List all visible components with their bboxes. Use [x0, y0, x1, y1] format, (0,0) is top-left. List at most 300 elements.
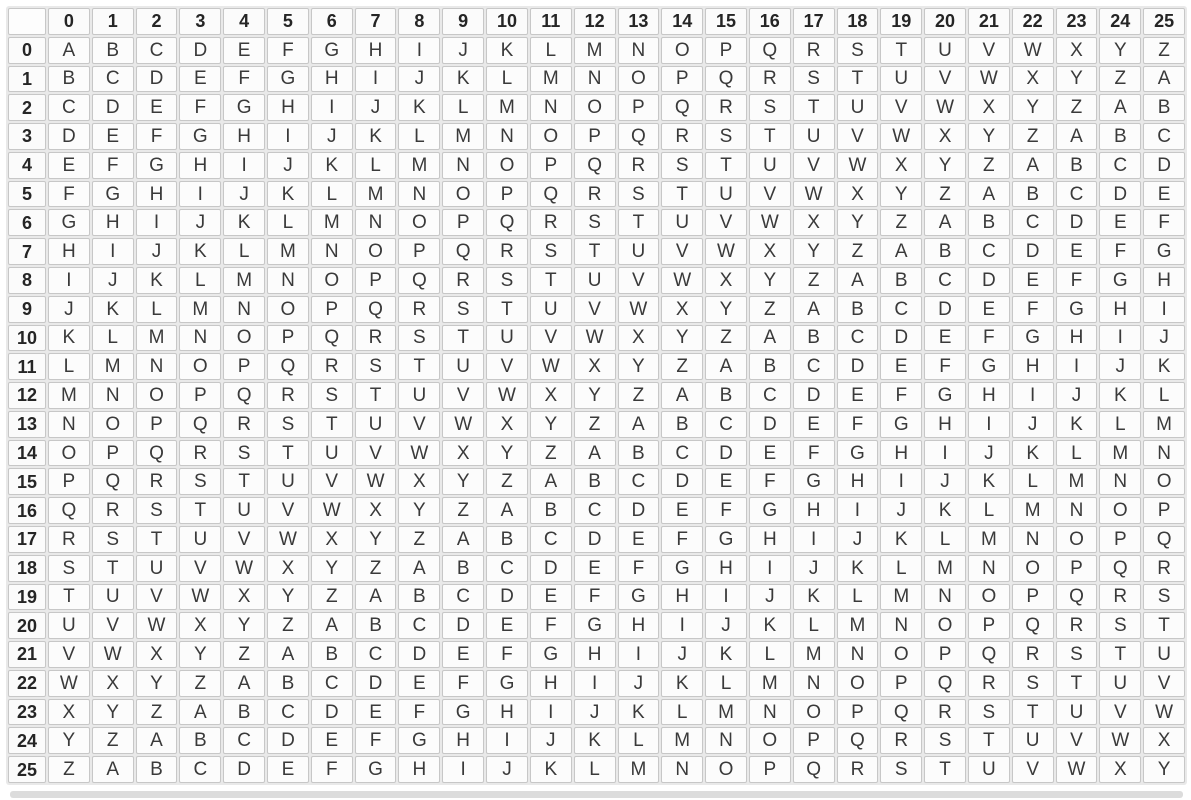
table-cell: R	[311, 353, 353, 380]
table-cell: N	[793, 670, 835, 697]
table-cell: T	[267, 440, 309, 467]
row-header: 9	[8, 296, 46, 323]
table-cell: D	[1143, 152, 1185, 179]
table-cell: J	[574, 699, 616, 726]
col-header: 23	[1056, 8, 1098, 35]
table-cell: X	[267, 555, 309, 582]
table-cell: A	[661, 382, 703, 409]
table-cell: E	[968, 296, 1010, 323]
table-cell: O	[223, 325, 265, 352]
table-cell: V	[530, 325, 572, 352]
table-cell: K	[223, 209, 265, 236]
table-cell: L	[618, 727, 660, 754]
table-cell: H	[223, 123, 265, 150]
table-cell: P	[136, 411, 178, 438]
table-cell: T	[924, 756, 966, 783]
table-cell: E	[1143, 181, 1185, 208]
table-cell: C	[1143, 123, 1185, 150]
table-cell: A	[398, 555, 440, 582]
table-cell: X	[618, 325, 660, 352]
table-cell: R	[530, 209, 572, 236]
table-cell: L	[661, 699, 703, 726]
table-cell: G	[398, 727, 440, 754]
table-cell: T	[48, 584, 90, 611]
table-cell: Y	[661, 325, 703, 352]
table-cell: L	[355, 152, 397, 179]
table-cell: M	[1099, 440, 1141, 467]
table-cell: F	[486, 641, 528, 668]
table-cell: L	[749, 641, 791, 668]
table-cell: C	[1012, 209, 1054, 236]
table-cell: G	[311, 37, 353, 64]
table-cell: M	[486, 94, 528, 121]
table-cell: Q	[355, 296, 397, 323]
table-cell: O	[442, 181, 484, 208]
table-cell: H	[1143, 267, 1185, 294]
table-cell: Z	[618, 382, 660, 409]
table-cell: I	[1099, 325, 1141, 352]
table-cell: I	[223, 152, 265, 179]
table-cell: C	[267, 699, 309, 726]
table-cell: Z	[749, 296, 791, 323]
row-header: 4	[8, 152, 46, 179]
table-cell: S	[837, 37, 879, 64]
col-header: 7	[355, 8, 397, 35]
table-cell: F	[179, 94, 221, 121]
table-cell: A	[1099, 94, 1141, 121]
table-cell: B	[136, 756, 178, 783]
table-cell: B	[92, 37, 134, 64]
table-cell: M	[880, 584, 922, 611]
table-cell: I	[661, 612, 703, 639]
table-cell: D	[398, 641, 440, 668]
table-cell: K	[136, 267, 178, 294]
tabula-recta-table	[6, 6, 1187, 785]
table-cell: Z	[705, 325, 747, 352]
col-header: 18	[837, 8, 879, 35]
table-cell: A	[1056, 123, 1098, 150]
table-cell: V	[442, 382, 484, 409]
row-header: 10	[8, 325, 46, 352]
table-cell: F	[574, 584, 616, 611]
table-cell: X	[1056, 37, 1098, 64]
col-header: 15	[705, 8, 747, 35]
table-cell: G	[968, 353, 1010, 380]
table-cell: K	[267, 181, 309, 208]
table-cell: W	[223, 555, 265, 582]
table-cell: O	[1012, 555, 1054, 582]
table-cell: S	[92, 526, 134, 553]
table-cell: K	[749, 612, 791, 639]
table-cell: E	[661, 497, 703, 524]
row-header: 25	[8, 756, 46, 783]
table-cell: F	[618, 555, 660, 582]
table-cell: D	[92, 94, 134, 121]
table-cell: R	[92, 497, 134, 524]
table-cell: S	[530, 238, 572, 265]
table-cell: K	[1143, 353, 1185, 380]
table-cell: P	[223, 353, 265, 380]
col-header: 5	[267, 8, 309, 35]
table-cell: N	[968, 555, 1010, 582]
table-cell: D	[530, 555, 572, 582]
row-header: 19	[8, 584, 46, 611]
table-cell: Q	[1099, 555, 1141, 582]
table-cell: Y	[705, 296, 747, 323]
table-cell: U	[486, 325, 528, 352]
table-cell: X	[705, 267, 747, 294]
table-cell: G	[837, 440, 879, 467]
table-cell: H	[92, 209, 134, 236]
table-cell: W	[267, 526, 309, 553]
table-cell: N	[530, 94, 572, 121]
table-cell: B	[705, 382, 747, 409]
table-cell: V	[223, 526, 265, 553]
table-cell: V	[618, 267, 660, 294]
table-cell: T	[618, 209, 660, 236]
table-cell: C	[223, 727, 265, 754]
table-cell: X	[793, 209, 835, 236]
table-cell: Z	[530, 440, 572, 467]
table-cell: W	[574, 325, 616, 352]
table-cell: V	[398, 411, 440, 438]
table-cell: W	[661, 267, 703, 294]
table-cell: K	[618, 699, 660, 726]
row-header: 0	[8, 37, 46, 64]
table-cell: L	[574, 756, 616, 783]
table-cell: G	[880, 411, 922, 438]
table-cell: B	[924, 238, 966, 265]
table-cell: H	[661, 584, 703, 611]
table-cell: Q	[574, 152, 616, 179]
row-header: 7	[8, 238, 46, 265]
table-cell: Z	[486, 468, 528, 495]
table-cell: B	[311, 641, 353, 668]
table-cell: O	[267, 296, 309, 323]
table-cell: G	[924, 382, 966, 409]
table-cell: G	[48, 209, 90, 236]
table-cell: X	[880, 152, 922, 179]
table-cell: D	[749, 411, 791, 438]
table-cell: B	[1143, 94, 1185, 121]
table-cell: Q	[749, 37, 791, 64]
table-cell: P	[355, 267, 397, 294]
table-cell: V	[136, 584, 178, 611]
table-cell: Q	[311, 325, 353, 352]
table-cell: N	[92, 382, 134, 409]
table-cell: V	[1099, 699, 1141, 726]
table-cell: Q	[267, 353, 309, 380]
table-cell: W	[530, 353, 572, 380]
table-cell: Y	[837, 209, 879, 236]
table-cell: J	[355, 94, 397, 121]
table-cell: Y	[574, 382, 616, 409]
table-cell: Z	[48, 756, 90, 783]
table-cell: G	[705, 526, 747, 553]
table-cell: C	[924, 267, 966, 294]
table-cell: C	[574, 497, 616, 524]
table-cell: K	[880, 526, 922, 553]
table-cell: V	[749, 181, 791, 208]
table-cell: X	[1099, 756, 1141, 783]
table-cell: L	[267, 209, 309, 236]
table-cell: J	[486, 756, 528, 783]
table-cell: V	[179, 555, 221, 582]
table-cell: J	[267, 152, 309, 179]
table-cell: U	[355, 411, 397, 438]
table-cell: Y	[618, 353, 660, 380]
table-cell: T	[1143, 612, 1185, 639]
table-cell: M	[574, 37, 616, 64]
table-cell: P	[793, 727, 835, 754]
table-cell: C	[837, 325, 879, 352]
table-cell: B	[442, 555, 484, 582]
table-cell: L	[530, 37, 572, 64]
table-cell: U	[223, 497, 265, 524]
table-cell: A	[1012, 152, 1054, 179]
table-cell: N	[574, 66, 616, 93]
table-cell: E	[223, 37, 265, 64]
table-cell: T	[574, 238, 616, 265]
table-cell: C	[311, 670, 353, 697]
table-cell: Q	[530, 181, 572, 208]
table-cell: I	[355, 66, 397, 93]
table-cell: Q	[705, 66, 747, 93]
table-cell: O	[92, 411, 134, 438]
table-cell: T	[486, 296, 528, 323]
table-cell: E	[574, 555, 616, 582]
table-cell: U	[1056, 699, 1098, 726]
table-cell: Q	[92, 468, 134, 495]
table-cell: L	[924, 526, 966, 553]
table-cell: I	[442, 756, 484, 783]
table-cell: U	[837, 94, 879, 121]
table-cell: M	[48, 382, 90, 409]
table-cell: J	[880, 497, 922, 524]
table-cell: O	[574, 94, 616, 121]
table-cell: G	[1012, 325, 1054, 352]
table-cell: I	[749, 555, 791, 582]
table-cell: D	[1099, 181, 1141, 208]
table-cell: J	[223, 181, 265, 208]
table-cell: R	[968, 670, 1010, 697]
table-cell: I	[486, 727, 528, 754]
table-cell: H	[705, 555, 747, 582]
table-cell: W	[92, 641, 134, 668]
table-cell: R	[442, 267, 484, 294]
col-header: 0	[48, 8, 90, 35]
table-cell: Z	[442, 497, 484, 524]
table-cell: E	[355, 699, 397, 726]
table-cell: D	[968, 267, 1010, 294]
table-cell: B	[837, 296, 879, 323]
table-cell: V	[924, 66, 966, 93]
table-cell: R	[267, 382, 309, 409]
table-cell: C	[1056, 181, 1098, 208]
table-cell: L	[1099, 411, 1141, 438]
table-cell: Y	[1012, 94, 1054, 121]
table-cell: W	[179, 584, 221, 611]
table-cell: D	[1056, 209, 1098, 236]
table-cell: Q	[924, 670, 966, 697]
table-cell: L	[48, 353, 90, 380]
table-cell: G	[486, 670, 528, 697]
table-cell: C	[618, 468, 660, 495]
table-cell: Q	[793, 756, 835, 783]
table-cell: O	[398, 209, 440, 236]
table-cell: E	[1012, 267, 1054, 294]
table-cell: Y	[442, 468, 484, 495]
table-cell: Z	[880, 209, 922, 236]
table-cell: X	[661, 296, 703, 323]
table-cell: B	[1012, 181, 1054, 208]
table-cell: R	[618, 152, 660, 179]
table-cell: S	[924, 727, 966, 754]
table-cell: B	[179, 727, 221, 754]
table-cell: S	[267, 411, 309, 438]
row-header: 6	[8, 209, 46, 236]
table-cell: I	[92, 238, 134, 265]
table-cell: K	[661, 670, 703, 697]
table-cell: Y	[1056, 66, 1098, 93]
table-cell: B	[398, 584, 440, 611]
table-cell: I	[705, 584, 747, 611]
table-cell: P	[179, 382, 221, 409]
table-cell: K	[311, 152, 353, 179]
table-cell: J	[48, 296, 90, 323]
table-cell: M	[398, 152, 440, 179]
table-cell: W	[136, 612, 178, 639]
table-cell: H	[574, 641, 616, 668]
table-cell: M	[1012, 497, 1054, 524]
row-header: 18	[8, 555, 46, 582]
table-cell: U	[574, 267, 616, 294]
table-cell: J	[136, 238, 178, 265]
table-cell: R	[793, 37, 835, 64]
table-cell: R	[924, 699, 966, 726]
table-cell: L	[837, 584, 879, 611]
table-cell: P	[1099, 526, 1141, 553]
table-cell: H	[355, 37, 397, 64]
table-cell: T	[793, 94, 835, 121]
table-cell: S	[136, 497, 178, 524]
table-cell: F	[1099, 238, 1141, 265]
table-cell: Q	[442, 238, 484, 265]
table-cell: K	[968, 468, 1010, 495]
table-cell: F	[1056, 267, 1098, 294]
table-cell: K	[179, 238, 221, 265]
col-header: 12	[574, 8, 616, 35]
table-cell: R	[705, 94, 747, 121]
table-cell: W	[311, 497, 353, 524]
col-header: 2	[136, 8, 178, 35]
row-header: 22	[8, 670, 46, 697]
table-cell: D	[179, 37, 221, 64]
row-header: 20	[8, 612, 46, 639]
table-cell: T	[355, 382, 397, 409]
table-cell: I	[398, 37, 440, 64]
table-cell: X	[398, 468, 440, 495]
table-cell: S	[442, 296, 484, 323]
col-header: 17	[793, 8, 835, 35]
row-header: 11	[8, 353, 46, 380]
table-cell: P	[968, 612, 1010, 639]
table-cell: P	[924, 641, 966, 668]
table-cell: S	[793, 66, 835, 93]
table-cell: C	[486, 555, 528, 582]
table-cell: U	[530, 296, 572, 323]
table-cell: U	[1012, 727, 1054, 754]
table-cell: M	[749, 670, 791, 697]
table-cell: O	[486, 152, 528, 179]
table-cell: I	[530, 699, 572, 726]
table-cell: H	[793, 497, 835, 524]
table-cell: H	[880, 440, 922, 467]
table-cell: C	[661, 440, 703, 467]
table-cell: R	[837, 756, 879, 783]
table-cell: P	[311, 296, 353, 323]
table-cell: N	[136, 353, 178, 380]
table-cell: M	[442, 123, 484, 150]
table-cell: S	[48, 555, 90, 582]
table-cell: I	[924, 440, 966, 467]
table-cell: T	[311, 411, 353, 438]
table-cell: C	[136, 37, 178, 64]
table-cell: X	[1012, 66, 1054, 93]
table-cell: C	[1099, 152, 1141, 179]
table-cell: D	[793, 382, 835, 409]
table-cell: R	[48, 526, 90, 553]
table-cell: H	[179, 152, 221, 179]
table-cell: D	[924, 296, 966, 323]
table-cell: V	[793, 152, 835, 179]
table-cell: W	[1099, 727, 1141, 754]
table-cell: E	[442, 641, 484, 668]
table-cell: A	[267, 641, 309, 668]
table-cell: J	[749, 584, 791, 611]
table-cell: L	[1143, 382, 1185, 409]
table-cell: B	[618, 440, 660, 467]
table-cell: U	[311, 440, 353, 467]
row-header: 2	[8, 94, 46, 121]
table-cell: I	[1012, 382, 1054, 409]
row-header: 14	[8, 440, 46, 467]
table-cell: S	[574, 209, 616, 236]
table-cell: Y	[793, 238, 835, 265]
table-cell: K	[574, 727, 616, 754]
table-cell: D	[880, 325, 922, 352]
table-cell: Y	[924, 152, 966, 179]
table-cell: S	[880, 756, 922, 783]
table-cell: V	[1012, 756, 1054, 783]
table-cell: S	[398, 325, 440, 352]
table-cell: A	[442, 526, 484, 553]
table-cell: A	[530, 468, 572, 495]
table-cell: S	[1099, 612, 1141, 639]
table-cell: T	[442, 325, 484, 352]
table-cell: O	[968, 584, 1010, 611]
table-cell: K	[793, 584, 835, 611]
table-cell: C	[355, 641, 397, 668]
table-cell: Q	[880, 699, 922, 726]
table-cell: F	[398, 699, 440, 726]
table-cell: F	[311, 756, 353, 783]
table-cell: G	[355, 756, 397, 783]
table-cell: T	[1012, 699, 1054, 726]
table-cell: C	[749, 382, 791, 409]
table-cell: F	[793, 440, 835, 467]
table-cell: R	[136, 468, 178, 495]
